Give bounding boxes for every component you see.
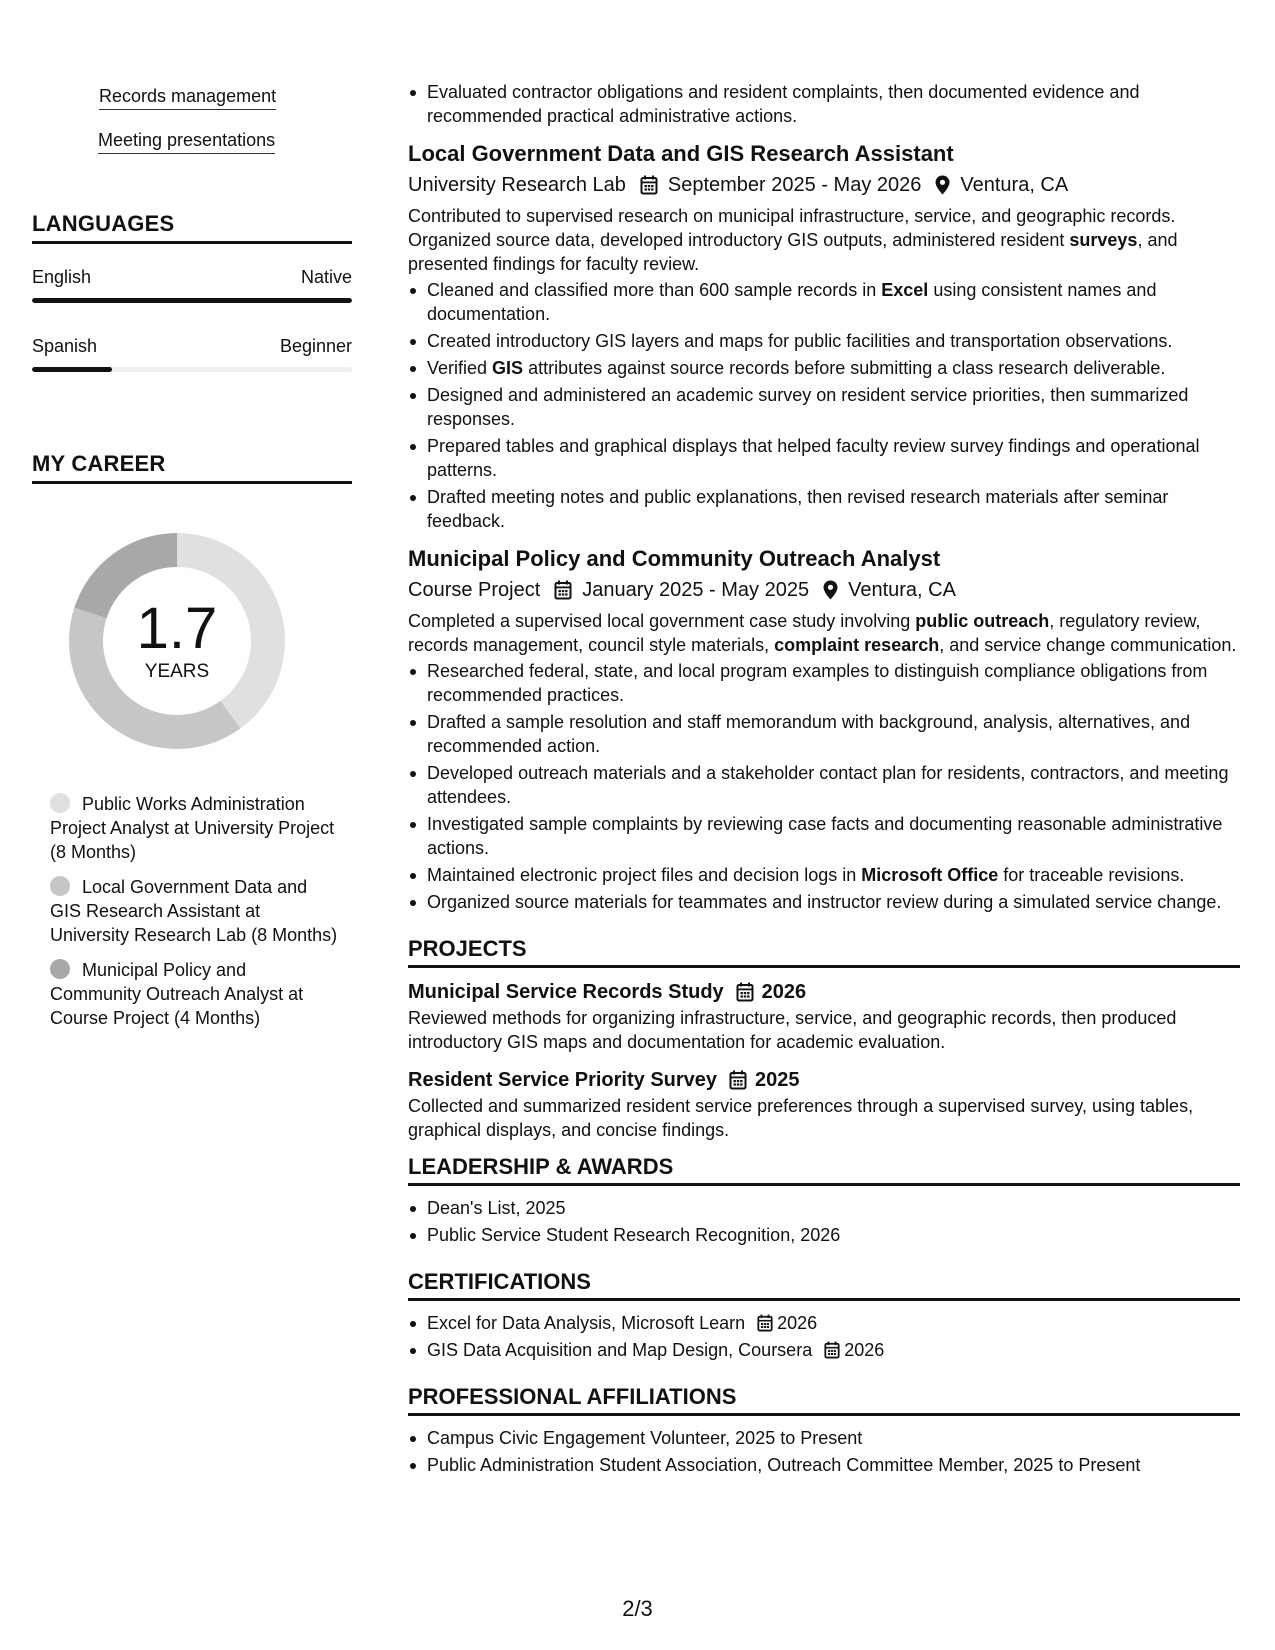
career-legend-label: Municipal Policy and Community Outreach Analyst at Course Project (4 Months): [50, 960, 304, 1028]
job-location: Ventura, CA: [848, 579, 956, 601]
job-location: Ventura, CA: [960, 174, 1069, 196]
career-legend-item: [50, 958, 340, 1030]
certifications-list: [408, 1311, 1240, 1362]
language-level: Beginner: [279, 336, 352, 356]
career-donut-chart: [64, 528, 290, 754]
project-description: Collected and summarized resident service preferences through a supervised survey, using tables, graphical displays, and concise findings.: [408, 1096, 1194, 1140]
job-title: Local Government Data and GIS Research Assistant: [408, 141, 954, 166]
career-legend-item: [50, 875, 340, 947]
certifications-heading: CERTIFICATIONS: [408, 1269, 1240, 1301]
text-run: Maintained electronic project files and decision logs in: [427, 865, 862, 885]
job-entry: [408, 544, 1240, 914]
project-year: 2025: [755, 1069, 800, 1091]
bullet-item: Developed outreach materials and a stakeholder contact plan for residents, contractors, and meeting attendees.: [408, 761, 1240, 809]
bullet-item: [408, 863, 1240, 887]
language-proficiency-bar: [32, 367, 352, 372]
certification-name: Excel for Data Analysis, Microsoft Learn: [427, 1313, 746, 1333]
job-organization: University Research Lab: [408, 174, 626, 196]
skill-tag: Meeting presentations: [98, 130, 275, 154]
award-item: Dean's List, 2025: [408, 1196, 1240, 1220]
page-number: 2/3: [622, 1596, 653, 1621]
bullet-item: Created introductory GIS layers and maps for public facilities and transportation observations.: [408, 329, 1240, 353]
text-run: for traceable revisions.: [998, 865, 1185, 885]
calendar-icon: [824, 1341, 840, 1359]
bold-keyword: Microsoft Office: [861, 865, 999, 885]
career-total-unit: YEARS: [144, 661, 210, 682]
text-run: using consistent names and documentation.: [427, 280, 1157, 324]
bullet-item: Drafted meeting notes and public explanations, then revised research materials after seminar feedback.: [408, 485, 1240, 533]
bullet-item: Investigated sample complaints by reviewing case facts and documenting reasonable administrative actions.: [408, 812, 1240, 860]
bold-keyword: complaint research: [774, 635, 940, 655]
language-row: [32, 336, 352, 357]
career-heading: MY CAREER: [32, 451, 352, 484]
bold-keyword: surveys: [1069, 230, 1138, 250]
calendar-icon: [729, 1070, 747, 1090]
text-run: , and service change communication.: [939, 635, 1237, 655]
text-run: , regulatory review, records management, council style materials,: [408, 611, 1201, 655]
job-title: Municipal Policy and Community Outreach Analyst: [408, 546, 941, 571]
bullet-item: Evaluated contractor obligations and resident complaints, then documented evidence and recommended practical administrative actions.: [408, 80, 1240, 128]
affiliations-list: [408, 1426, 1240, 1477]
calendar-icon: [757, 1314, 773, 1332]
calendar-icon: [640, 175, 658, 195]
calendar-icon: [554, 580, 572, 600]
awards-list: [408, 1196, 1240, 1247]
certification-name: GIS Data Acquisition and Map Design, Coursera: [427, 1340, 813, 1360]
project-title: Municipal Service Records Study: [408, 981, 724, 1003]
project-title-row: [408, 978, 1240, 1006]
affiliation-item: Campus Civic Engagement Volunteer, 2025 to Present: [408, 1426, 1240, 1450]
project-year: 2026: [761, 981, 807, 1003]
career-legend: [50, 792, 340, 1041]
calendar-icon: [736, 982, 754, 1002]
language-proficiency-fill: [32, 298, 352, 303]
text-run: Cleaned and classified more than 600 sample records in: [427, 280, 882, 300]
text-run: Verified: [427, 358, 493, 378]
job-dates: September 2025 - May 2026: [667, 174, 922, 196]
bullet-item: Designed and administered an academic survey on resident service priorities, then summarized responses.: [408, 383, 1240, 431]
text-run: Completed a supervised local government case study involving: [408, 611, 916, 631]
bullet-item: Organized source materials for teammates and instructor review during a simulated service change.: [408, 890, 1240, 914]
job-description: [408, 204, 1240, 276]
bold-keyword: Excel: [881, 280, 929, 300]
project-title: Resident Service Priority Survey: [408, 1069, 718, 1091]
language-level: Native: [300, 267, 352, 287]
projects-heading: PROJECTS: [408, 936, 1240, 968]
certification-year: 2026: [777, 1313, 818, 1333]
bold-keyword: public outreach: [915, 611, 1050, 631]
languages-heading: LANGUAGES: [32, 211, 352, 244]
awards-heading: LEADERSHIP & AWARDS: [408, 1154, 1240, 1186]
certification-item: [408, 1311, 1240, 1335]
job-dates: January 2025 - May 2025: [582, 579, 810, 601]
skill-tag: Records management: [99, 86, 276, 110]
job-meta: [408, 576, 1240, 604]
affiliation-item: Public Administration Student Association, Outreach Committee Member, 2025 to Present: [408, 1453, 1240, 1477]
main-content: [408, 80, 1240, 1480]
certification-item: [408, 1338, 1240, 1362]
bullet-item: [408, 356, 1240, 380]
legend-dot: [50, 959, 70, 979]
job-description: [408, 609, 1240, 657]
job-meta: [408, 171, 1240, 199]
text-run: Contributed to supervised research on municipal infrastructure, service, and geographic records. Organized source data, developed introductory GIS outputs, administered resident: [408, 206, 1176, 250]
bullet-item: Drafted a sample resolution and staff memorandum with background, analysis, alternatives, and recommended action.: [408, 710, 1240, 758]
bullet-item: [408, 278, 1240, 326]
certification-year: 2026: [844, 1340, 885, 1360]
map-pin-icon: [823, 580, 838, 600]
project-title-row: [408, 1066, 1240, 1094]
language-proficiency-bar: [32, 298, 352, 303]
language-proficiency-fill: [32, 367, 112, 372]
job-bullets: [408, 278, 1240, 533]
career-legend-item: [50, 792, 340, 864]
language-name: Spanish: [32, 336, 98, 356]
map-pin-icon: [935, 175, 950, 195]
legend-dot: [50, 793, 70, 813]
text-run: , and presented findings for faculty review.: [408, 230, 1178, 274]
bold-keyword: GIS: [492, 358, 524, 378]
text-run: attributes against source records before submitting a class research deliverable.: [523, 358, 1166, 378]
career-legend-label: Local Government Data and GIS Research Assistant at University Research Lab (8 Months): [50, 877, 338, 945]
affiliations-heading: PROFESSIONAL AFFILIATIONS: [408, 1384, 1240, 1416]
project-description: Reviewed methods for organizing infrastructure, service, and geographic records, then produced introductory GIS maps and documentation for academic evaluation.: [408, 1008, 1177, 1052]
language-row: [32, 267, 352, 288]
language-name: English: [32, 267, 92, 287]
job-bullets: [408, 659, 1240, 914]
career-total-value: 1.7: [136, 596, 218, 661]
project-entry: [408, 978, 1240, 1054]
career-total: [64, 528, 290, 754]
bullet-item: Prepared tables and graphical displays that helped faculty review survey findings and operational patterns.: [408, 434, 1240, 482]
legend-dot: [50, 876, 70, 896]
job-organization: Course Project: [408, 579, 541, 601]
bullet-item: Researched federal, state, and local program examples to distinguish compliance obligations from recommended practices.: [408, 659, 1240, 707]
project-entry: [408, 1066, 1240, 1142]
award-item: Public Service Student Research Recognition, 2026: [408, 1223, 1240, 1247]
job-entry: [408, 139, 1240, 533]
carryover-bullets: [408, 80, 1240, 128]
career-legend-label: Public Works Administration Project Analyst at University Project (8 Months): [50, 794, 335, 862]
